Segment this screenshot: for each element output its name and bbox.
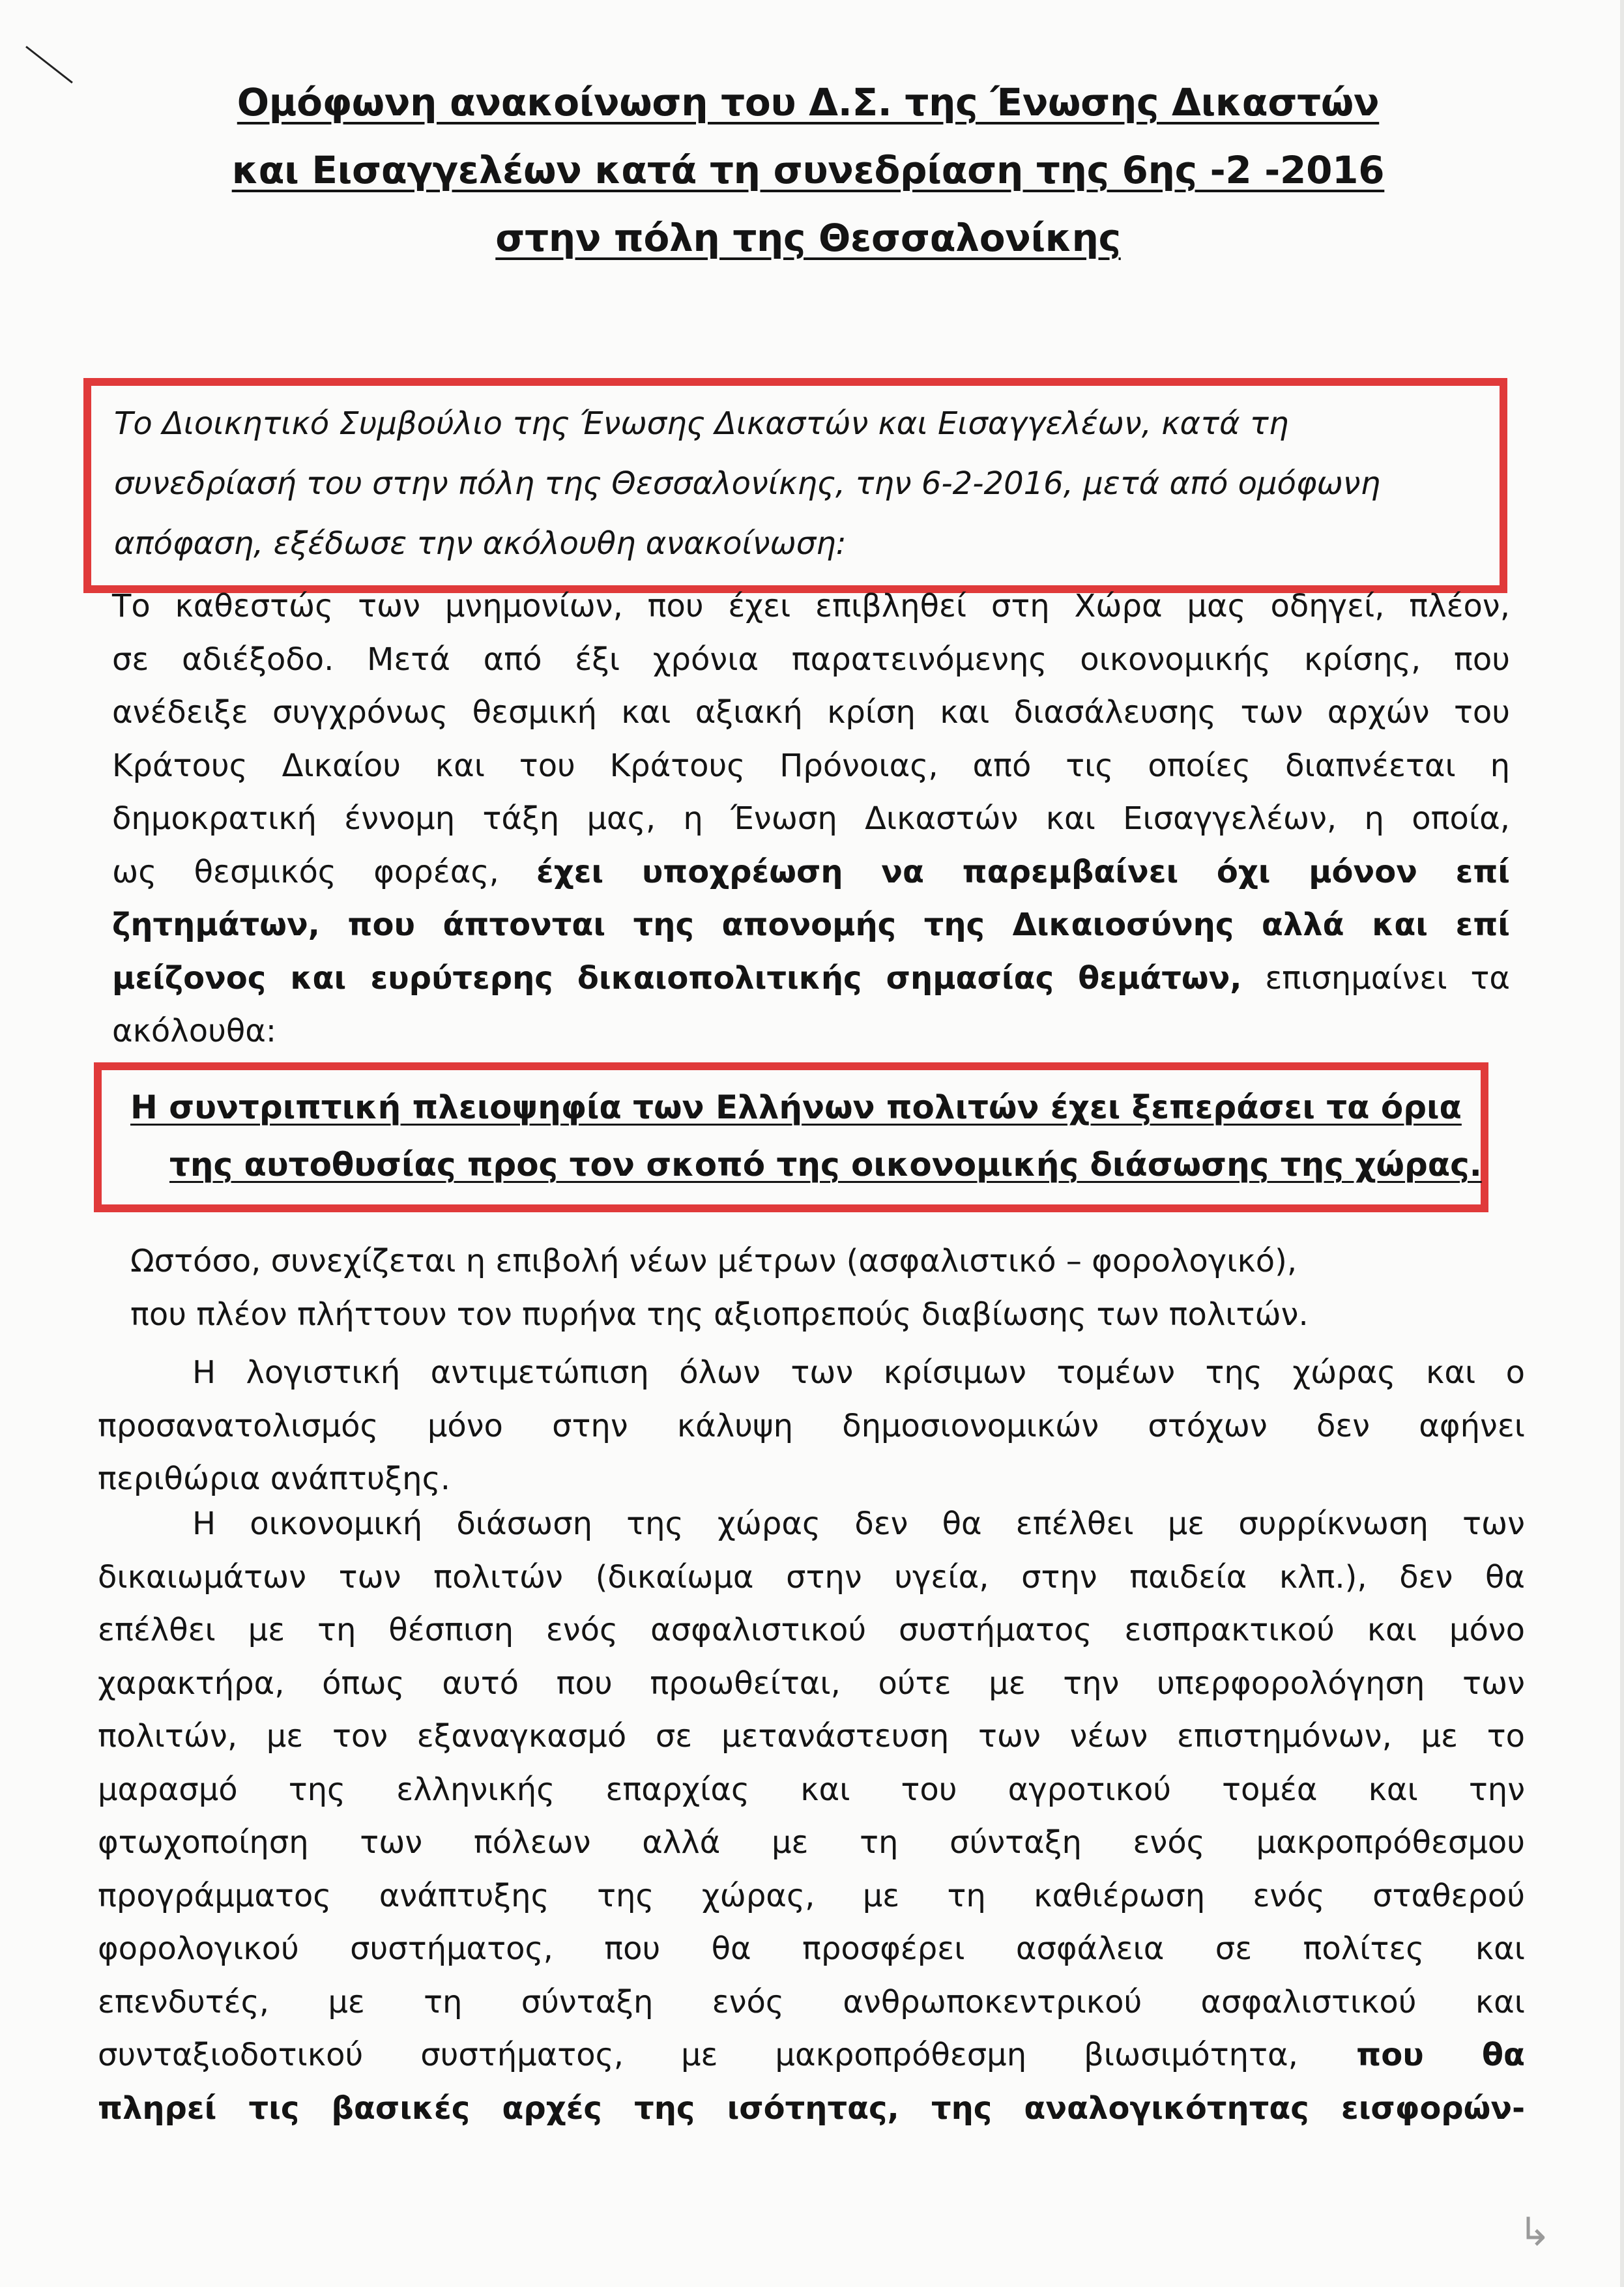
text-line: ζητημάτων, που άπτονται της απονομής της Δικαιοσύνης αλλά και επί xyxy=(112,907,1510,943)
title-line: Ομόφωνη ανακοίνωση του Δ.Σ. της Ένωσης Δικαστών xyxy=(237,80,1380,124)
text-line: χαρακτήρα, όπως αυτό που προωθείται, ούτε με την υπερφορολόγηση των xyxy=(98,1665,1525,1702)
text-line: προγράμματος ανάπτυξης της χώρας, με τη καθιέρωση ενός σταθερού xyxy=(98,1877,1525,1914)
key-statement-line: Η συντριπτική πλειοψηφία των Ελλήνων πολιτών έχει ξεπεράσει τα όρια xyxy=(130,1088,1462,1126)
text-line: ανέδειξε συγχρόνως θεσμική και αξιακή κρίση και διασάλευσης των αρχών του xyxy=(112,694,1510,731)
document-title xyxy=(98,68,1518,272)
text-span: ως θεσμικός φορέας, xyxy=(112,853,537,890)
text-span: συνταξιοδοτικού συστήματος, με μακροπρόθεσμη βιωσιμότητα, xyxy=(98,2037,1298,2073)
text-line: Το καθεστώς των μνημονίων, που έχει επιβληθεί στη Χώρα μας οδηγεί, πλέον, xyxy=(112,588,1510,624)
text-line: μαρασμό της ελληνικής επαρχίας και του αγροτικού τομέα και την xyxy=(98,1771,1525,1808)
paragraph-3 xyxy=(98,1347,1525,1506)
next-page-arrow-icon: ↳ xyxy=(1518,2209,1552,2255)
paragraph-1 xyxy=(112,580,1510,1058)
text-line xyxy=(112,846,1510,899)
text-line: ακόλουθα: xyxy=(112,1013,277,1049)
text-line: σε αδιέξοδο. Μετά από έξι χρόνια παρατεινόμενης οικονομικής κρίσης, που xyxy=(112,641,1510,678)
text-line: Η οικονομική διάσωση της χώρας δεν θα επέλθει με συρρίκνωση των xyxy=(192,1506,1525,1542)
text-line: Ωστόσο, συνεχίζεται η επιβολή νέων μέτρων (ασφαλιστικό – φορολογικό), xyxy=(130,1243,1298,1279)
text-line: προσανατολισμός μόνο στην κάλυψη δημοσιονομικών στόχων δεν αφήνει xyxy=(98,1407,1525,1444)
text-line: που πλέον πλήττουν τον πυρήνα της αξιοπρεπούς διαβίωσης των πολιτών. xyxy=(130,1296,1309,1333)
text-line: πολιτών, με τον εξαναγκασμό σε μετανάστευση των νέων επιστημόνων, με το xyxy=(98,1718,1525,1755)
key-statement-line: της αυτοθυσίας προς τον σκοπό της οικονομικής διάσωσης της χώρας. xyxy=(169,1146,1482,1184)
intro-line: απόφαση, εξέδωσε την ακόλουθη ανακοίνωση: xyxy=(114,525,847,562)
pen-mark xyxy=(25,46,73,83)
text-line: Η λογιστική αντιμετώπιση όλων των κρίσιμων τομέων της χώρας και ο xyxy=(192,1354,1525,1391)
text-line: περιθώρια ανάπτυξης. xyxy=(98,1461,451,1497)
paragraph-4 xyxy=(98,1498,1525,2135)
text-line: φορολογικού συστήματος, που θα προσφέρει ασφάλεια σε πολίτες και xyxy=(98,1930,1525,1967)
intro-line: συνεδρίασή του στην πόλη της Θεσσαλονίκης, την 6-2-2016, μετά από ομόφωνη xyxy=(114,465,1381,502)
text-line: επενδυτές, με τη σύνταξη ενός ανθρωποκεντρικού ασφαλιστικού και xyxy=(98,1983,1525,2020)
text-span: επισημαίνει τα xyxy=(1241,959,1510,997)
text-line: δικαιωμάτων των πολιτών (δικαίωμα στην υγεία, στην παιδεία κλπ.), δεν θα xyxy=(98,1558,1525,1595)
text-line: Κράτους Δικαίου και του Κράτους Πρόνοιας, από τις οποίες διαπνέεται η xyxy=(112,747,1510,784)
title-line: και Εισαγγελέων κατά τη συνεδρίαση της 6ης -2 -2016 xyxy=(231,148,1385,192)
title-line: στην πόλη της Θεσσαλονίκης xyxy=(495,216,1121,260)
intro-text xyxy=(114,394,1483,574)
text-line: δημοκρατική έννομη τάξη μας, η Ένωση Δικαστών και Εισαγγελέων, η οποία, xyxy=(112,800,1510,837)
text-line xyxy=(98,2029,1525,2082)
scan-edge xyxy=(1620,0,1624,2287)
key-statement xyxy=(130,1079,1482,1193)
paragraph-2 xyxy=(130,1235,1466,1341)
text-line: επέλθει με τη θέσπιση ενός ασφαλιστικού συστήματος εισπρακτικού και μόνο xyxy=(98,1612,1525,1648)
text-line xyxy=(112,952,1510,1006)
text-line: πληρεί τις βασικές αρχές της ισότητας, της αναλογικότητας εισφορών- xyxy=(98,2090,1525,2127)
bold-span: μείζονος και ευρύτερης δικαιοπολιτικής σημασίας θεμάτων, xyxy=(112,959,1242,997)
bold-span: έχει υποχρέωση να παρεμβαίνει όχι μόνον επί xyxy=(536,853,1510,890)
intro-line: Το Διοικητικό Συμβούλιο της Ένωσης Δικαστών και Εισαγγελέων, κατά τη xyxy=(114,405,1289,442)
bold-span: που θα xyxy=(1298,2037,1525,2073)
text-line: φτωχοποίηση των πόλεων αλλά με τη σύνταξη ενός μακροπρόθεσμου xyxy=(98,1824,1525,1861)
